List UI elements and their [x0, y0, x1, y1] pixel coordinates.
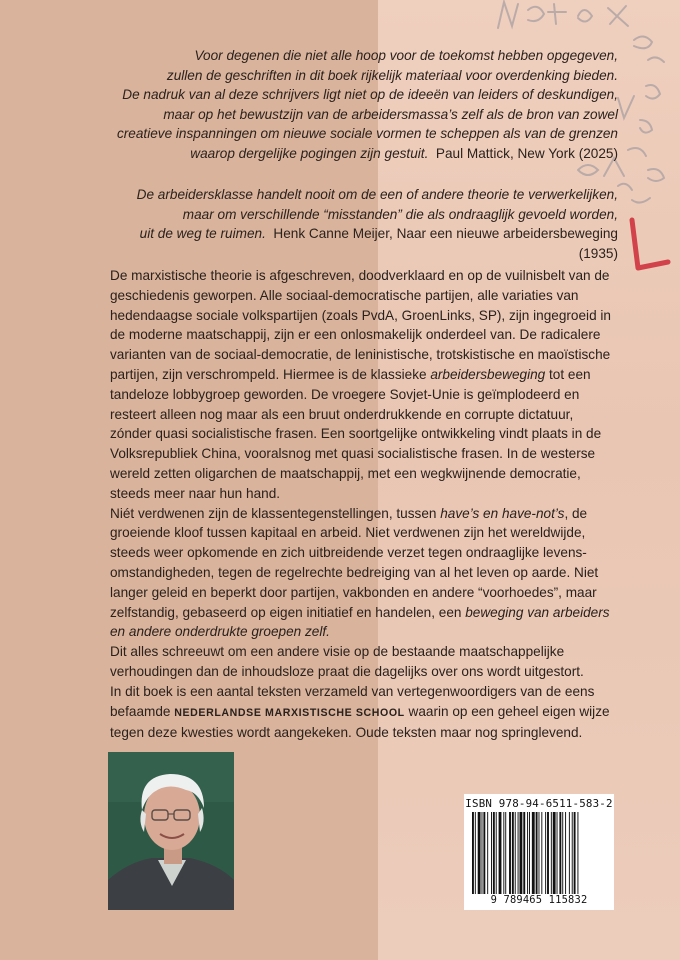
- blurb-text: [110, 266, 618, 743]
- quote-line: maar om verschillende “misstanden” die als ondraaglijk gevoeld worden,: [182, 206, 618, 222]
- quote-line: waarop dergelijke pogingen zijn gestuit.: [190, 145, 429, 161]
- quote-line-last: [110, 224, 618, 263]
- small-caps-name: NEDERLANDSE MARXISTISCHE SCHOOL: [174, 706, 405, 719]
- blurb-paragraph: Dit alles schreeuwt om een andere visie op de bestaande maatschappelijke verhoudingen dan de inhoudsloze praat die dagelijks over ons wordt uitgestort.: [110, 644, 584, 679]
- text-run: In dit boek is een aantal teksten verzameld van vertegenwoordigers van de eens befaamde: [110, 683, 595, 719]
- text-run: Niét verdwenen zijn de klassentegenstellingen, tussen: [110, 505, 441, 521]
- barcode-bars: [470, 812, 608, 894]
- isbn-barcode: [464, 794, 614, 910]
- quote-line: creatieve inspanningen om nieuwe sociale vormen te scheppen als van de grenzen: [116, 126, 618, 142]
- emphasis: arbeidersbeweging: [430, 366, 546, 382]
- blurb-paragraph: [110, 682, 618, 743]
- quote-line: De arbeidersklasse handelt nooit om de een of andere theorie te verwerkelijken,: [136, 187, 618, 202]
- quote-line: maar op het bewustzijn van de arbeidersmassa’s zelf als de bron van zowel: [163, 106, 618, 122]
- blurb-paragraph: [110, 504, 618, 643]
- quote-mattick: [110, 46, 618, 164]
- text-run: waarin op een geheel eigen wijze tegen deze kwesties wordt aangekeken. Oude teksten maar nog springlevend.: [110, 703, 610, 741]
- red-letter-mark: [618, 190, 678, 290]
- blurb-paragraph: [110, 266, 618, 504]
- quote-line-last: [110, 144, 618, 164]
- quote-line: zullen de geschriften in dit boek rijkelijk materiaal voor overdenking bieden.: [166, 67, 618, 83]
- text-run: , de groeiende kloof tussen kapitaal en arbeid. Niet verdwenen zijn het wereldwijde, steeds weer opkomende en zich uitbreidende verzet tegen ondraaglijke levens-omstandigheden, tegen de regelrechte bedreiging van al het leven op aarde. Niet langer geleid en beperkt door partijen, vakbonden en andere “voorhoedes”, maar zelfstandig, gebaseerd op eigen initiatief en handelen, een: [110, 505, 599, 620]
- emphasis: have’s en have-not’s: [440, 505, 565, 521]
- quote-attribution: Paul Mattick, New York (2025): [435, 145, 618, 161]
- author-photo: [108, 752, 234, 910]
- isbn-label: ISBN 978-94-6511-583-2: [465, 797, 613, 810]
- text-run: De marxistische theorie is afgeschreven, doodverklaard en op de vuilnisbelt van de geschiedenis geworpen. Alle sociaal-democratische partijen, alle variaties van hedendaagse sociale volkspartijen (zoals PvdA, GroenLinks, SP), zijn ingegroeid in de moderne maatschappij, zijn er een onlosmakelijk onderdeel van. De radicalere varianten van de sociaal-democratie, de leninistische, trotskistische en maoïstische partijen, zijn verschrompeld. Hiermee is de klassieke: [110, 268, 611, 382]
- quote-line: uit de weg te ruimen.: [139, 226, 266, 242]
- author-portrait: [108, 752, 234, 910]
- isbn-digits: 9 789465 115832: [490, 894, 588, 906]
- emphasis: beweging van arbeiders en andere onderdrukte groepen zelf.: [110, 604, 610, 640]
- quote-attribution: Henk Canne Meijer, Naar een nieuwe arbeidersbeweging (1935): [273, 226, 618, 261]
- text-run: tot een tandeloze lobbygroep geworden. De vroegere Sovjet-Unie is geïmplodeerd en resteert alleen nog maar als een bruut onderdrukkende en corrupte dictatuur, zónder quasi socialistische frasen. Een soortgelijke ontwikkeling vindt plaats in de Volksrepubliek China, vooralsnog met quasi socialistische frasen. In de westerse wereld zetten oligarchen de maatschappij, met een wegkwijnende democratie, steeds meer naar hun hand.: [110, 366, 602, 501]
- quote-line: Voor degenen die niet alle hoop voor de toekomst hebben opgegeven,: [194, 48, 618, 63]
- quote-line: De nadruk van al deze schrijvers ligt niet op de ideeën van leiders of deskundigen,: [122, 87, 618, 103]
- quote-canne-meijer: [110, 185, 618, 263]
